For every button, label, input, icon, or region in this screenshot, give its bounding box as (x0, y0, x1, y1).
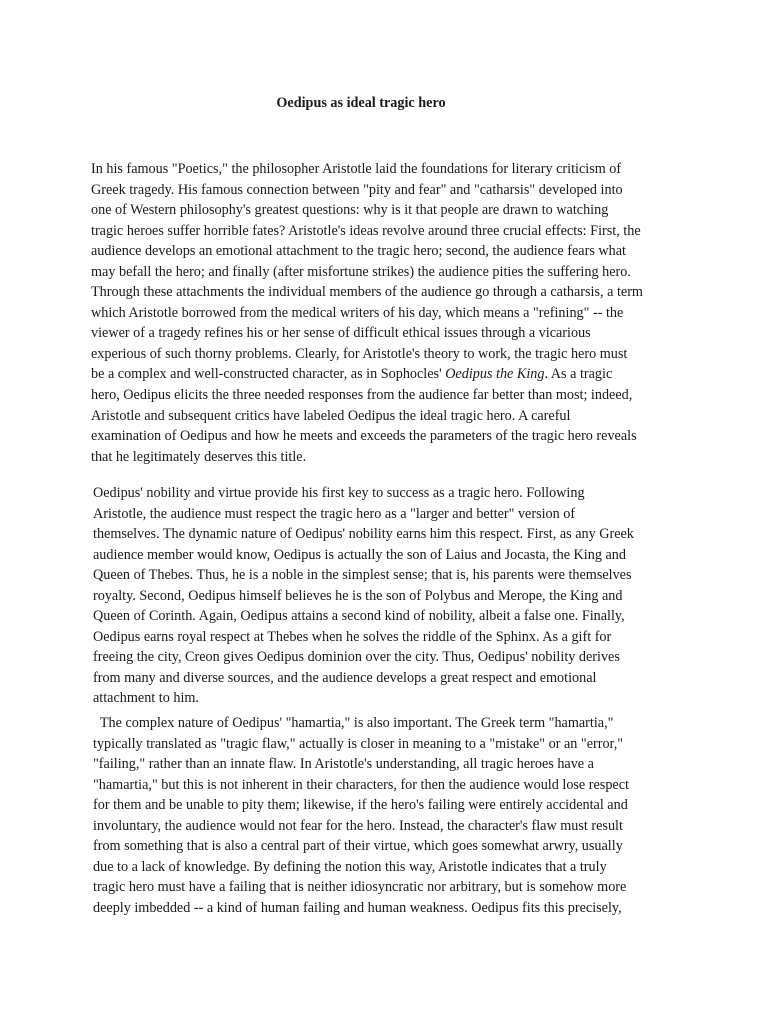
paragraph-1 (91, 159, 691, 467)
text-line: themselves. The dynamic nature of Oedipus' nobility earns him this respect. First, as any Greek (93, 526, 634, 543)
paragraph-3 (93, 713, 693, 918)
text-line: hero, Oedipus elicits the three needed responses from the audience far better than most; indeed, (91, 387, 633, 404)
text-line: In his famous "Poetics," the philosopher Aristotle laid the foundations for literary criticism of (91, 161, 622, 177)
text-line: Aristotle and subsequent critics have labeled Oedipus the ideal tragic hero. A careful (91, 407, 571, 424)
text-line: Through these attachments the individual members of the audience go through a catharsis, a term (91, 284, 643, 301)
text-line: Aristotle, the audience must respect the tragic hero as a "larger and better" version of (93, 505, 576, 522)
text-line: may befall the hero; and finally (after misfortune strikes) the audience pities the suffering hero. (91, 263, 631, 280)
text-line: Greek tragedy. His famous connection between "pity and fear" and "catharsis" developed into (91, 181, 623, 198)
text-line (91, 364, 691, 385)
text-line: freeing the city, Creon gives Oedipus dominion over the city. Thus, Oedipus' nobility derives (93, 649, 620, 666)
text-line: Oedipus' nobility and virtue provide his first key to success as a tragic hero. Following (93, 485, 585, 501)
text-line: experious of such thorny problems. Clearly, for Aristotle's theory to work, the tragic hero must (91, 345, 628, 362)
text-line: which Aristotle borrowed from the medical writers of his day, which means a "refining" -- the (91, 304, 624, 321)
text-line: from many and diverse sources, and the audience develops a great respect and emotional (93, 669, 597, 686)
italic-title: Oedipus the King (445, 366, 545, 383)
text-line: from something that is also a central part of their virtue, which goes somewhat arwry, usually (93, 838, 623, 855)
text-line: Queen of Corinth. Again, Oedipus attains a second kind of nobility, albeit a false one. Finally, (93, 608, 625, 625)
text-line: typically translated as "tragic flaw," actually is closer in meaning to a "mistake" or an "error," (93, 735, 624, 752)
text-line: due to a lack of knowledge. By defining the notion this way, Aristotle indicates that a truly (93, 858, 607, 875)
text-line: audience develops an emotional attachment to the tragic hero; second, the audience fears what (91, 243, 626, 260)
text-line: deeply imbedded -- a kind of human failing and human weakness. Oedipus fits this precisely, (93, 899, 622, 916)
text-line: for them and be unable to pity them; likewise, if the hero's failing were entirely accidental and (93, 797, 628, 814)
text-segment: . As a tragic (544, 366, 613, 383)
text-line: tragic heroes suffer horrible fates? Aristotle's ideas revolve around three crucial effects: First, the (91, 222, 641, 239)
text-line: Oedipus earns royal respect at Thebes when he solves the riddle of the Sphinx. As a gift for (93, 628, 612, 645)
text-line: involuntary, the audience would not fear for the hero. Instead, the character's flaw must result (93, 817, 623, 834)
text-line: viewer of a tragedy refines his or her sense of difficult ethical issues through a vicarious (91, 325, 591, 342)
text-line: "failing," rather than an innate flaw. In Aristotle's understanding, all tragic heroes have a (93, 756, 594, 773)
text-line: examination of Oedipus and how he meets and exceeds the parameters of the tragic hero reveals (91, 428, 637, 445)
text-line: tragic hero must have a failing that is neither idiosyncratic nor arbitrary, but is somehow more (93, 879, 627, 896)
text-segment: be a complex and well-constructed character, as in Sophocles' (91, 366, 446, 383)
text-line: one of Western philosophy's greatest questions: why is it that people are drawn to watching (91, 202, 609, 219)
text-line: "hamartia," but this is not inherent in their characters, for then the audience would lose respect (93, 776, 629, 793)
paragraph-2 (93, 483, 693, 709)
text-line: that he legitimately deserves this title. (91, 448, 307, 465)
text-line: royalty. Second, Oedipus himself believes he is the son of Polybus and Merope, the King and (93, 587, 623, 604)
text-line: audience member would know, Oedipus is actually the son of Laius and Jocasta, the King and (93, 546, 626, 563)
text-line: The complex nature of Oedipus' "hamartia," is also important. The Greek term "hamartia," (93, 715, 614, 731)
document-title: Oedipus as ideal tragic hero (276, 95, 446, 111)
text-line: attachment to him. (93, 690, 199, 707)
text-line: Queen of Thebes. Thus, he is a noble in the simplest sense; that is, his parents were themselves (93, 567, 632, 584)
